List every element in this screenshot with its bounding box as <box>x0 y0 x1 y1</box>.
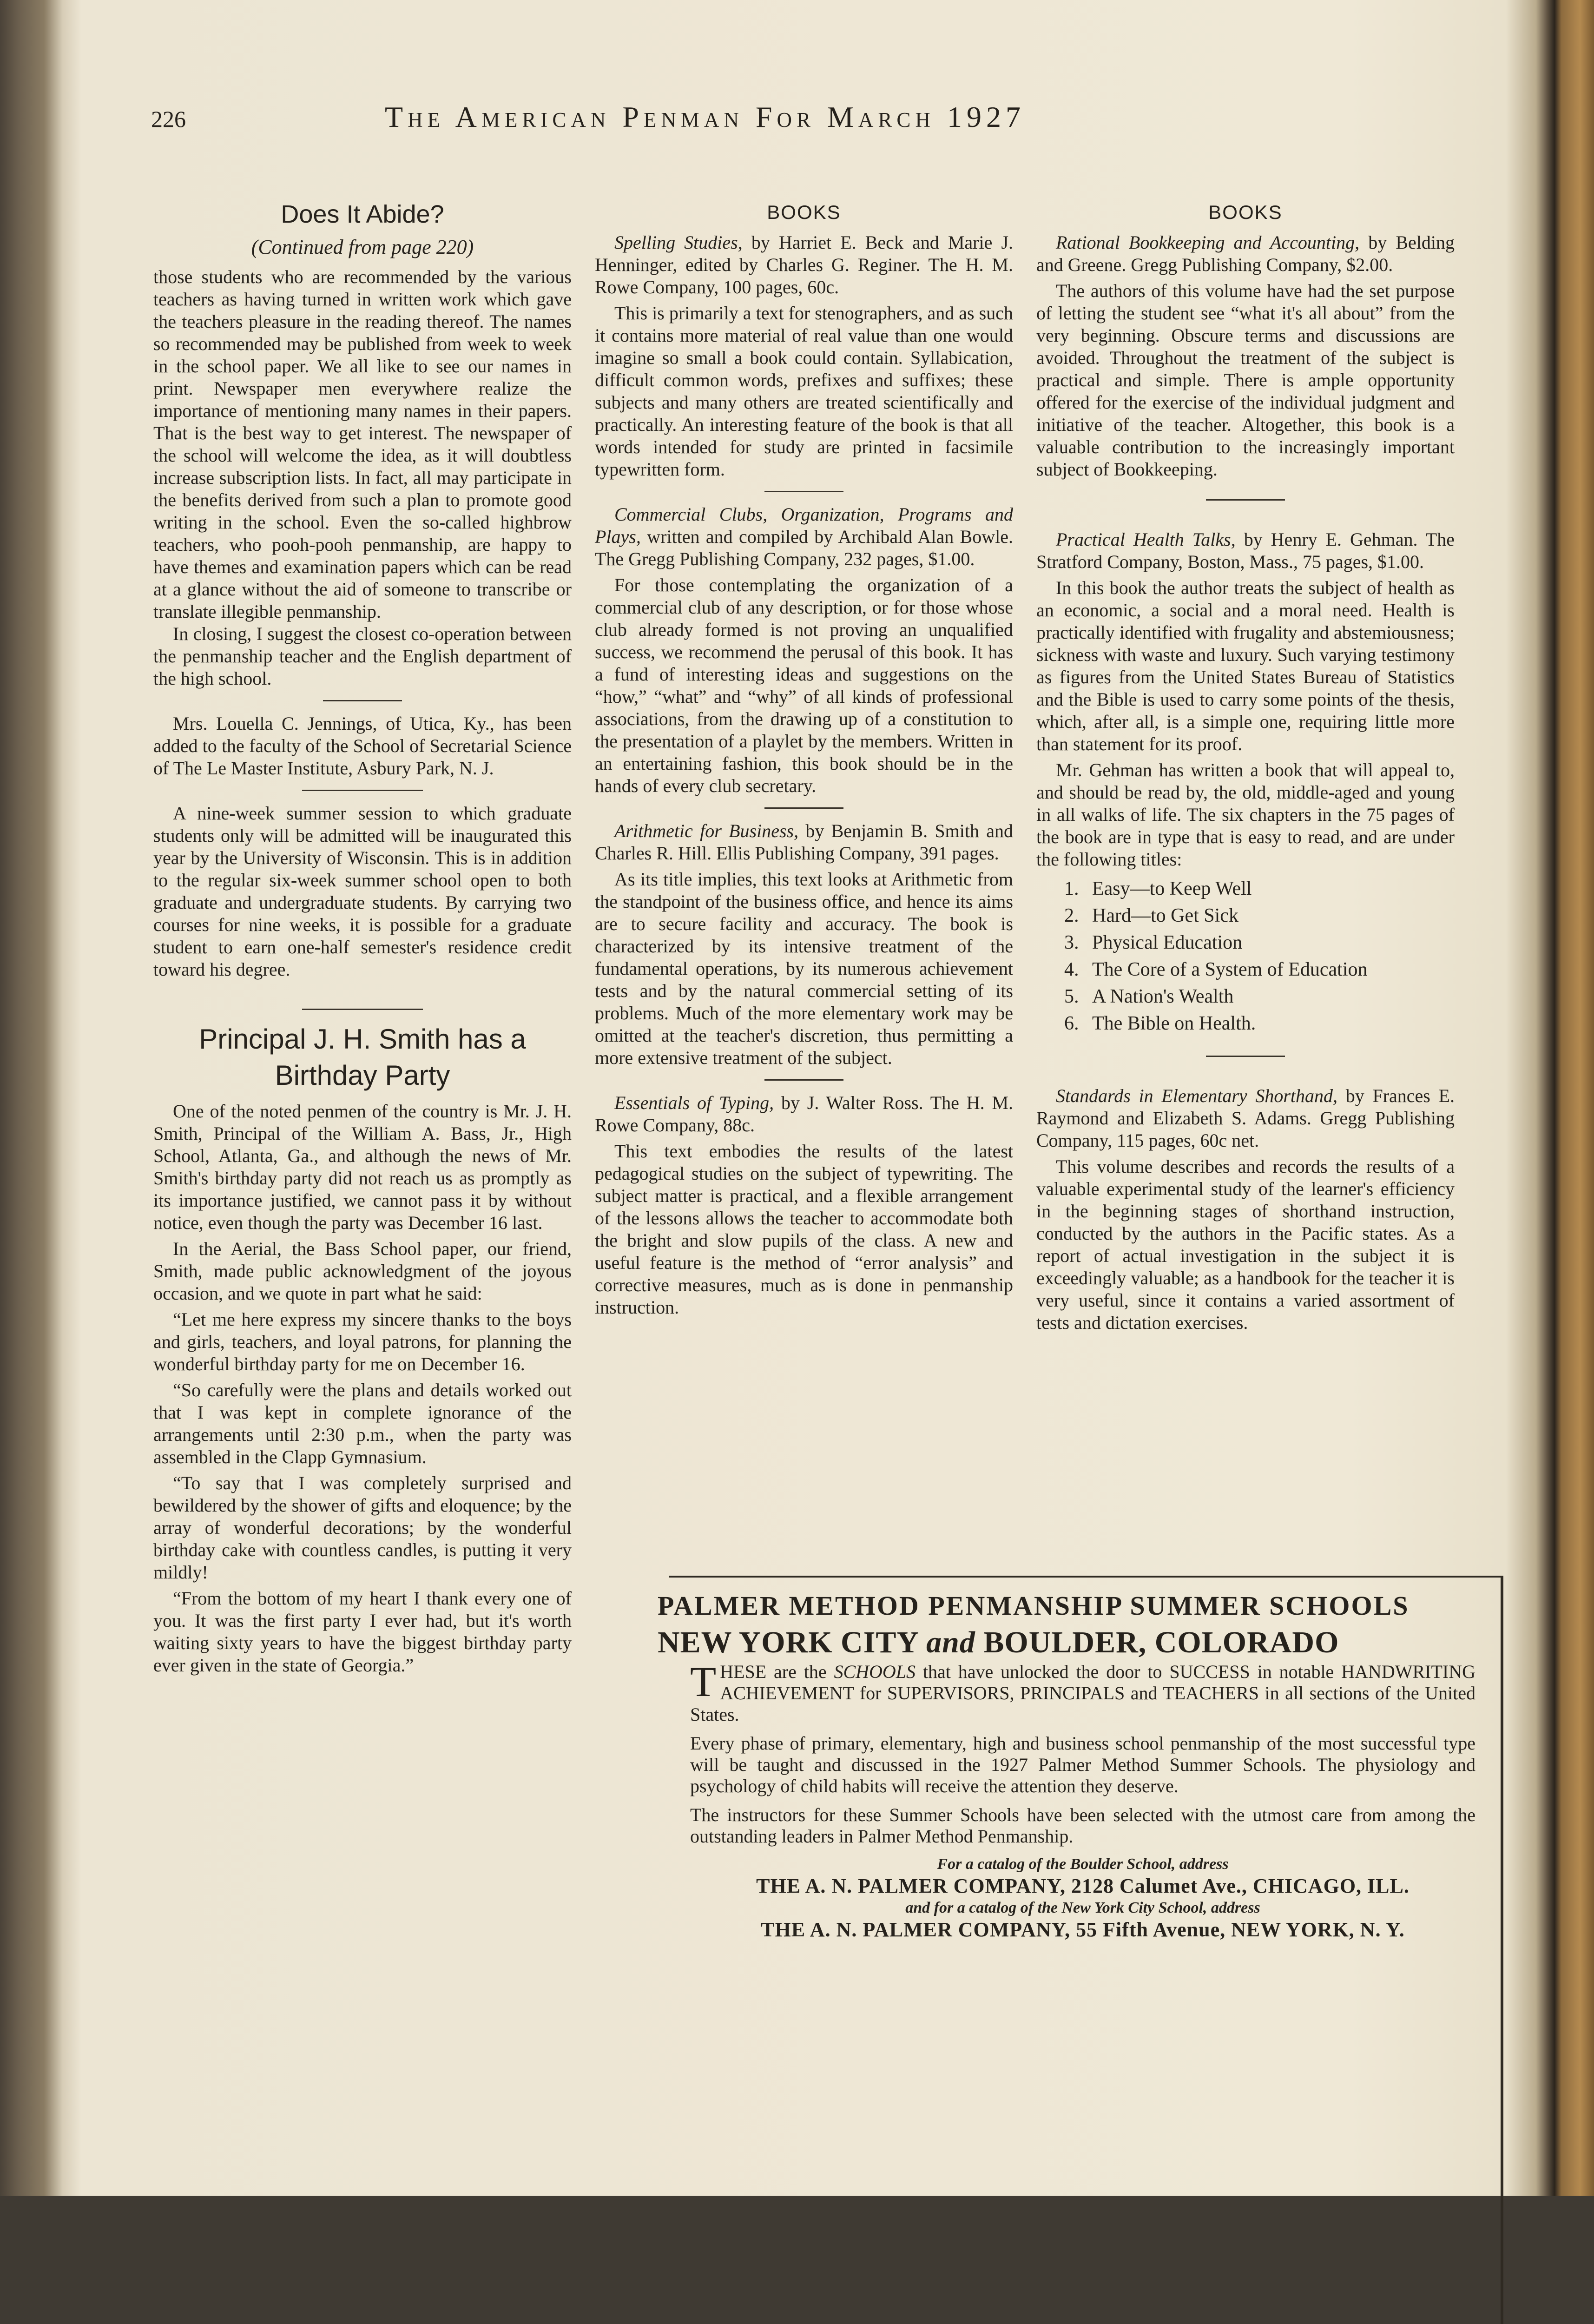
list-item: 2. Hard—to Get Sick <box>1064 905 1238 926</box>
book-title: Essentials of Typing, <box>614 1092 774 1113</box>
book-citation <box>1036 528 1455 573</box>
book-details: by Harriet E. Beck and Marie J. Henninger, edited by Charles G. Reginer. The H. M. Rowe Company, 100 pages, 60c. <box>595 232 1014 297</box>
list-item: 3. Physical Education <box>1064 932 1243 953</box>
book-citation <box>595 503 1013 570</box>
book-details: by Frances E. Raymond and Elizabeth S. Adams. Gregg Publishing Company, 115 pages, 60c net. <box>1036 1085 1455 1151</box>
book-title: Commercial Clubs, Organization, Programs and Plays, <box>595 504 1013 547</box>
book-review: For those contemplating the organization of a commercial club of any description, or for those whose club already formed is not proving an unqualified success, we recommend the perusal of this book. It has a fund of interesting ideas and suggestions on the “how,” “what” and “why” of all kinds of professional associations, from the drawing up of a constitution to the presentation of a playlet by the members. Written in an entertaining fashion, this book should be in the hands of every club secretary. <box>595 574 1013 796</box>
column-left <box>153 200 572 1677</box>
book-citation <box>595 1092 1013 1136</box>
ad-cities: NEW YORK CITY and BOULDER, COLORADO <box>658 1625 1339 1659</box>
column-right <box>1036 200 1455 1334</box>
book-title: Rational Bookkeeping and Accounting, <box>1056 232 1360 253</box>
running-head: The American Penman For March 1927 <box>385 100 1025 133</box>
ad-paragraph: Every phase of primary, elementary, high and business school penmanship of the most successful type will be taught and discussed in the 1927 Palmer Method Summer Schools. The physiology and psychology of child habits will receive the attention they deserve. <box>690 1733 1475 1796</box>
page-number: 226 <box>151 106 186 132</box>
article-paragraph: “Let me here express my sincere thanks to the boys and girls, teachers, and loyal patrons, for planning the wonderful birthday party for me on December 16. <box>153 1309 572 1374</box>
article-title-does-it-abide: Does It Abide? <box>281 200 444 228</box>
running-header <box>151 100 1225 146</box>
list-item: 6. The Bible on Health. <box>1064 1013 1256 1034</box>
book-citation <box>595 820 1013 865</box>
books-heading: BOOKS <box>767 201 841 223</box>
book-details: by J. Walter Ross. The H. M. Rowe Company, 88c. <box>595 1092 1014 1136</box>
article-paragraph: “From the bottom of my heart I thank every one of you. It was the first party I ever had, but it's worth waiting sixty years to have the biggest birthday party ever given in the state of Georgia.” <box>153 1588 572 1676</box>
book-details: by Belding and Greene. Gregg Publishing Company, $2.00. <box>1036 232 1455 275</box>
ad-catalog-note: and for a catalog of the New York City School, address <box>905 1899 1260 1916</box>
news-note-wisconsin: A nine-week summer session to which graduate students only will be admitted will be inaugurated this year by the University of Wisconsin. This is in addition to the regular six-week summer school open to both graduate and undergraduate students. By carrying two courses for nine weeks, it is possible for a graduate student to earn one-half semester's residence credit toward his degree. <box>153 803 572 980</box>
book-title: Spelling Studies, <box>614 232 743 253</box>
section-divider <box>1206 1056 1285 1057</box>
column-middle <box>595 200 1013 1319</box>
book-citation <box>1036 1085 1455 1152</box>
article-title-birthday-party: Principal J. H. Smith has a Birthday Party <box>199 1023 526 1091</box>
book-review: As its title implies, this text looks at Arithmetic from the standpoint of the business office, and hence its aims are to secure facility and accuracy. The book is characterized by its intensive treatment of the fundamental operations, by its numerous achievement tests and by the natural commercial setting of its problems. Much of the more elementary work may be omitted at the teacher's discretion, thus permitting a more extensive treatment of the subject. <box>595 869 1013 1068</box>
ad-paragraph: THESE are the SCHOOLS that have unlocked the door to SUCCESS in notable HANDWRITING ACHIEVEMENT for SUPERVISORS, PRINCIPALS and TEACHERS in all sections of the United States. <box>690 1658 1475 1725</box>
book-review: Mr. Gehman has written a book that will appeal to, and should be read by, the old, middle-aged and young in all walks of life. The six chapters in the 75 pages of the book are in type that is easy to read, and are under the following titles: <box>1036 759 1455 870</box>
ad-paragraph: The instructors for these Summer Schools have been selected with the utmost care from among the outstanding leaders in Palmer Method Penmanship. <box>690 1804 1475 1847</box>
book-review: The authors of this volume have had the set purpose of letting the student see “what it's all about” from the very beginning. Obscure terms and discussions are avoided. Throughout the treatment of the subject is practical and simple. There is ample opportunity offered for the exercise of the individual judgment and initiative of the teacher. Altogether, this book is a valuable contribution to the increasingly important subject of Bookkeeping. <box>1036 280 1455 480</box>
ad-address-new-york: THE A. N. PALMER COMPANY, 55 Fifth Avenue, NEW YORK, N. Y. <box>761 1918 1405 1941</box>
article-paragraph: One of the noted penmen of the country is Mr. J. H. Smith, Principal of the William A. Bass, Jr., High School, Atlanta, Ga., and although the news of Mr. Smith's birthday party did not reach us as promptly as its importance justified, we cannot pass it by without notice, even though the party was December 16 last. <box>153 1101 572 1233</box>
book-review: This is primarily a text for stenographers, and as such it contains more material of real value than one would imagine so small a book could contain. Syllabication, difficult common words, prefixes and suffixes; these subjects and many others are treated scientifically and practically. An interesting feature of the book is that all words intended for study are printed in facsimile typewritten form. <box>595 303 1013 480</box>
ad-catalog-note: For a catalog of the Boulder School, address <box>937 1855 1229 1873</box>
book-citation <box>1036 231 1455 276</box>
section-divider <box>323 700 402 701</box>
book-title: Standards in Elementary Shorthand, <box>1056 1085 1338 1106</box>
article-paragraph: In the Aerial, the Bass School paper, our friend, Smith, made public acknowledgment of the joyous occasion, and we quote in part what he said: <box>153 1238 572 1304</box>
section-divider <box>764 1079 843 1081</box>
book-review: This volume describes and records the results of a valuable experimental study of the learner's efficiency in the beginning stages of shorthand instruction, conducted by the authors in the Pacific states. As a report of actual investigation in the subject it is exceedingly valuable; as a handbook for the teacher it is very useful, since it contains a varied assortment of tests and dictation exercises. <box>1036 1156 1455 1333</box>
article-paragraph: In closing, I suggest the closest co-operation between the penmanship teacher and the English department of the high school. <box>153 623 572 689</box>
book-details: written and compiled by Archibald Alan Bowle. The Gregg Publishing Company, 232 pages, $1.00. <box>595 526 1013 569</box>
book-title: Practical Health Talks, <box>1056 529 1236 550</box>
book-review: This text embodies the results of the latest pedagogical studies on the subject of typewriting. The subject matter is practical, and a flexible arrangement of the lessons allows the teacher to accommodate both the bright and slow pupils of the class. A new and useful feature is the method of “error analysis” and corrective measures, much as is done in penmanship instruction. <box>595 1141 1013 1318</box>
section-divider <box>1206 499 1285 501</box>
section-divider <box>302 1009 423 1010</box>
books-heading: BOOKS <box>1208 201 1283 223</box>
book-title: Arithmetic for Business, <box>614 820 799 841</box>
book-citation <box>595 231 1013 298</box>
article-paragraph: “To say that I was completely surprised and bewildered by the shower of gifts and eloquence; by the array of wonderful decorations; by the wonderful birthday cake with countless candles, is putting it very mildly! <box>153 1472 572 1583</box>
article-paragraph: those students who are recommended by the various teachers as having turned in written work which gave the teachers pleasure in the reading thereof. The names so recommended may be published from week to week in the school paper. We all like to see our names in print. Newspaper men everywhere realize the importance of mentioning many names in their papers. That is the best way to get interest. The newspaper of the school will welcome the idea, as it will doubtless increase subscription lists. In fact, all may participate in the benefits derived from such a plan to promote good writing in the school. Even the so-called highbrow teachers, who pooh-pooh penmanship, are happy to have themes and examination papers which can be read at a glance without the aid of someone to transcribe or translate illegible penmanship. <box>153 266 572 622</box>
ad-body <box>658 1658 1494 1942</box>
palmer-method-advertisement <box>658 1590 1494 1942</box>
continued-note: (Continued from page 220) <box>251 236 474 258</box>
article-paragraph: “So carefully were the plans and details worked out that I was kept in complete ignorance of the arrangements until 2:30 p.m., when the party was assembled in the Clapp Gymnasium. <box>153 1380 572 1467</box>
chapter-list <box>1036 875 1455 1037</box>
book-review: In this book the author treats the subject of health as an economic, a social and a moral need. Health is practically identified with frugality and abstemiousness; sickness with waste and luxury. Such varying testimony as figures from the United States Bureau of Statistics and the Bible is used to carry some points of the thesis, which, after all, is a simple one, requiring little more than statement for its proof. <box>1036 577 1455 754</box>
ad-headline: PALMER METHOD PENMANSHIP SUMMER SCHOOLS <box>658 1591 1410 1621</box>
list-item: 4. The Core of a System of Education <box>1064 959 1368 980</box>
ad-address-chicago: THE A. N. PALMER COMPANY, 2128 Calumet Ave., CHICAGO, ILL. <box>756 1875 1410 1897</box>
list-item: 1. Easy—to Keep Well <box>1064 878 1252 899</box>
list-item: 5. A Nation's Wealth <box>1064 986 1234 1007</box>
book-details: by Benjamin B. Smith and Charles R. Hill. Ellis Publishing Company, 391 pages. <box>595 820 1013 864</box>
drop-cap: T <box>690 1658 717 1705</box>
news-note-jennings: Mrs. Louella C. Jennings, of Utica, Ky., has been added to the faculty of the School of Secretarial Science of The Le Master Institute, Asbury Park, N. J. <box>153 713 572 779</box>
book-details: by Henry E. Gehman. The Stratford Company, Boston, Mass., 75 pages, $1.00. <box>1036 529 1455 572</box>
section-divider <box>764 491 843 492</box>
section-divider <box>302 790 423 791</box>
section-divider <box>764 807 843 809</box>
